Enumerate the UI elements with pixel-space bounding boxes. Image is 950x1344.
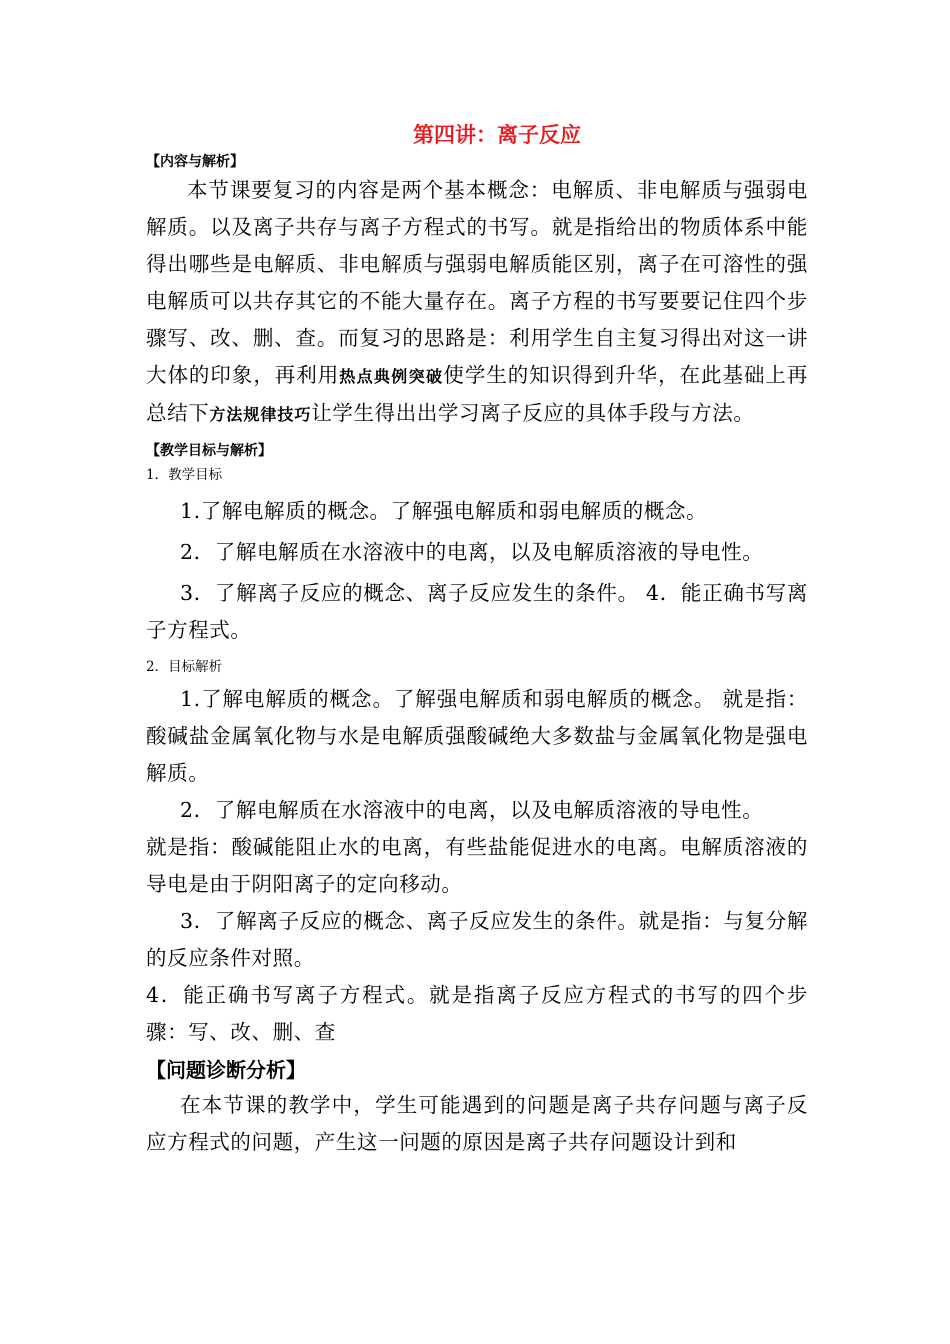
section-heading-problem-diagnosis: 【问题诊断分析】 xyxy=(146,1058,306,1082)
emphasis-method-tips: 方法规律技巧 xyxy=(209,405,312,424)
analysis-item: 3．了解离子反应的概念、离子反应发生的条件。就是指：与复分解的反应条件对照。 xyxy=(146,909,808,970)
paragraph-text: 使学生的知识得到升华，在此基础上再总结下 xyxy=(146,363,808,425)
problem-diagnosis-paragraph: 在本节课的教学中，学生可能遇到的问题是离子共存问题与离子反应方程式的问题，产生这一问题的原因是离子共存问题设计到和 xyxy=(146,1093,808,1154)
document-content xyxy=(146,118,808,1161)
paragraph-text: 本节课要复习的内容是两个基本概念：电解质、非电解质与强弱电解质。以及离子共存与离子方程式的书写。就是指给出的物质体系中能得出哪些是电解质、非电解质与强弱电解质能区别，离子在可溶性的强电解质可以共存其它的不能大量存在。离子方程的书写要要记住四个步骤写、改、删、查。而复习的思路是：利用学生自主复习得出对这一讲大体的印象，再利用 xyxy=(146,178,808,387)
goal-item: 2．了解电解质在水溶液中的电离，以及电解质溶液的导电性。 xyxy=(180,540,764,564)
goal-item: 3．了解离子反应的概念、离子反应发生的条件。 4．能正确书写离子方程式。 xyxy=(146,581,808,642)
analysis-item: 就是指：酸碱能阻止水的电离，有些盐能促进水的电离。电解质溶液的导电是由于阴阳离子的定向移动。 xyxy=(146,835,808,896)
content-analysis-paragraph xyxy=(146,172,808,433)
emphasis-hot-examples: 热点典例突破 xyxy=(339,367,444,386)
analysis-item: 1.了解电解质的概念。了解强电解质和弱电解质的概念。 就是指：酸碱盐金属氧化物与水是电解质强酸碱绝大多数盐与金属氧化物是强电解质。 xyxy=(146,687,808,785)
paragraph-text: 让学生得出出学习离子反应的具体手段与方法。 xyxy=(311,401,755,425)
goal-item: 1.了解电解质的概念。了解强电解质和弱电解质的概念。 xyxy=(180,499,708,523)
page-title: 第四讲：离子反应 xyxy=(413,123,581,147)
subheading-goal-analysis: 2．目标解析 xyxy=(146,659,223,675)
analysis-item: 2．了解电解质在水溶液中的电离，以及电解质溶液的导电性。 xyxy=(180,798,764,822)
analysis-item: 4．能正确书写离子方程式。就是指离子反应方程式的书写的四个步骤：写、改、删、查 xyxy=(146,983,808,1044)
subheading-teaching-goals: 1．教学目标 xyxy=(146,467,223,483)
section-heading-teaching-goals: 【教学目标与解析】 xyxy=(146,443,272,459)
section-heading-content-analysis: 【内容与解析】 xyxy=(146,154,244,170)
